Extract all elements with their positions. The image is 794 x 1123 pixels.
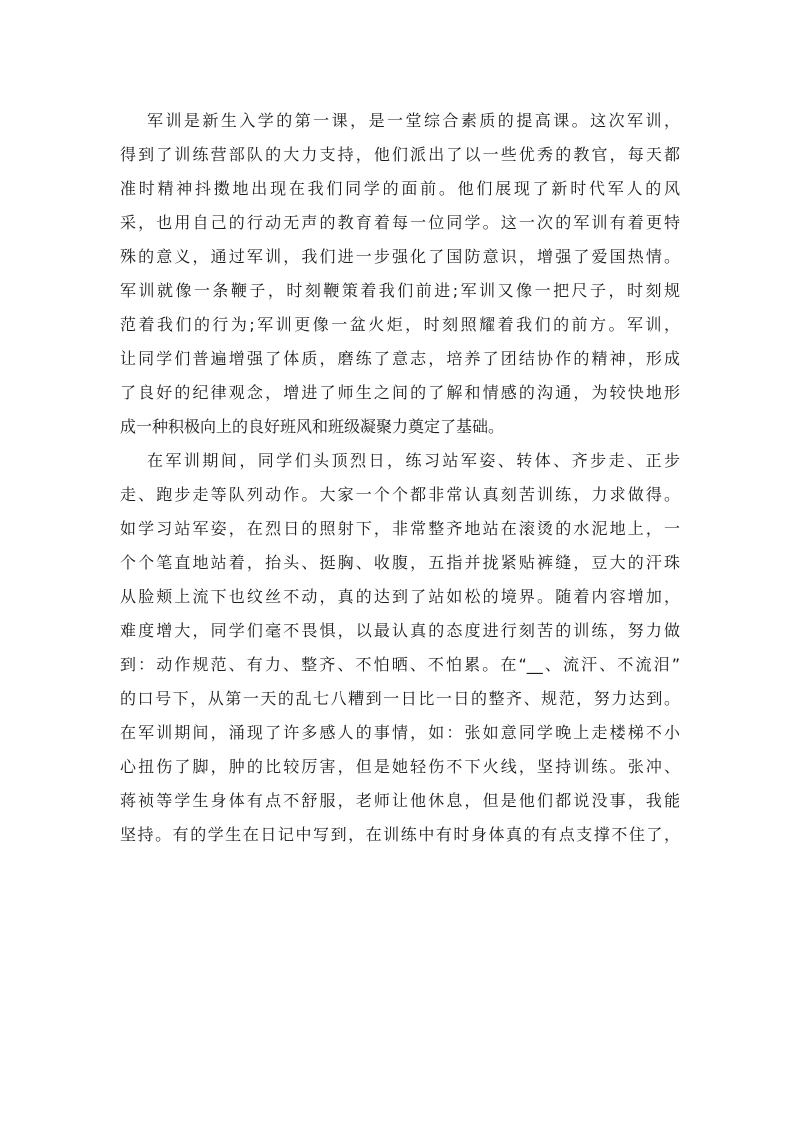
- text-line: 到：动作规范、有力、整齐、不怕晒、不怕累。在“__、流汗、不流泪”: [120, 655, 680, 674]
- text-line: 了良好的纪律观念，增进了师生之间的了解和情感的沟通，为较快地形: [120, 383, 680, 402]
- text-line: 如学习站军姿，在烈日的照射下，非常整齐地站在滚烫的水泥地上，一: [120, 519, 680, 538]
- paragraph-1: [120, 104, 680, 444]
- text-line: 蒋祯等学生身体有点不舒服，老师让他休息，但是他们都说没事，我能: [120, 791, 680, 810]
- document-body: [120, 104, 680, 852]
- text-line: 军训是新生入学的第一课，是一堂综合素质的提高课。这次军训，: [147, 111, 680, 130]
- paragraph-2: [120, 444, 680, 852]
- text-line: 得到了训练营部队的大力支持，他们派出了以一些优秀的教官，每天都: [120, 145, 680, 164]
- text-line: 成一种积极向上的良好班风和班级凝聚力奠定了基础。: [120, 417, 505, 436]
- text-line: 个个笔直地站着，抬头、挺胸、收腹，五指并拢紧贴裤缝，豆大的汗珠: [120, 553, 680, 572]
- text-line: 的口号下，从第一天的乱七八糟到一日比一日的整齐、规范，努力达到。: [120, 689, 680, 708]
- text-line: 在军训期间，同学们头顶烈日，练习站军姿、转体、齐步走、正步: [147, 451, 680, 470]
- text-line: 采，也用自己的行动无声的教育着每一位同学。这一次的军训有着更特: [120, 213, 680, 232]
- text-line: 军训就像一条鞭子，时刻鞭策着我们前进;军训又像一把尺子，时刻规: [120, 281, 680, 300]
- text-line: 心扭伤了脚，肿的比较厉害，但是她轻伤不下火线，坚持训练。张冲、: [120, 757, 680, 776]
- text-line: 准时精神抖擞地出现在我们同学的面前。他们展现了新时代军人的风: [120, 179, 680, 198]
- text-line: 让同学们普遍增强了体质，磨练了意志，培养了团结协作的精神，形成: [120, 349, 680, 368]
- text-line: 殊的意义，通过军训，我们进一步强化了国防意识，增强了爱国热情。: [120, 247, 680, 266]
- text-line: 坚持。有的学生在日记中写到，在训练中有时身体真的有点支撑不住了，: [120, 825, 680, 844]
- text-line: 走、跑步走等队列动作。大家一个个都非常认真刻苦训练，力求做得。: [120, 485, 680, 504]
- text-line: 范着我们的行为;军训更像一盆火炬，时刻照耀着我们的前方。军训，: [120, 315, 680, 334]
- text-line: 从脸颊上流下也纹丝不动，真的达到了站如松的境界。随着内容增加，: [120, 587, 680, 606]
- text-line: 在军训期间，涌现了许多感人的事情，如：张如意同学晚上走楼梯不小: [120, 723, 680, 742]
- text-line: 难度增大，同学们毫不畏惧，以最认真的态度进行刻苦的训练，努力做: [120, 621, 680, 640]
